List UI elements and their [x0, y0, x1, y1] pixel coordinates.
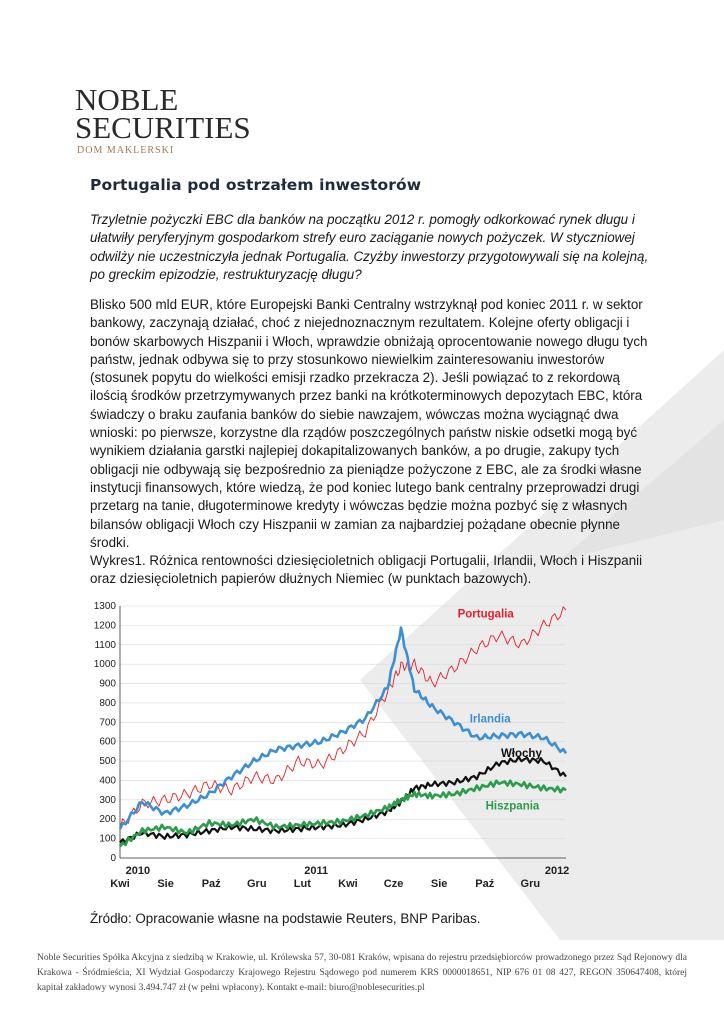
series-label-2: Włochy: [500, 748, 542, 761]
y-tick-label: 700: [99, 717, 116, 729]
logo-line-1: NOBLE: [75, 82, 179, 117]
logo-line-2: SECURITIES: [75, 110, 251, 145]
x-tick-label: Gru: [246, 878, 267, 890]
y-tick-label: 300: [99, 794, 116, 806]
page-footer: Noble Securities Spółka Akcyjna z siedzibą w Krakowie, ul. Królewska 57, 30-081 Kraków, wpisana do rejestru przedsiębiorców prowadzonego przez Sąd Rejonowy dla Krakowa - Śródmieścia, XI Wydział Gospodarczy Krajowego Rejestru Sądowego pod numerem KRS 0000018651, NIP 676 01 08 427, REGON 350647408, której kapitał zakładowy wynosi 3.494.747 zł (w pełni wpłacony). Kontakt e-mail: biuro@noblesecurities.pl: [37, 953, 687, 993]
x-tick-label: Kwi: [110, 878, 130, 890]
spread-chart: [84, 596, 584, 896]
y-tick-label: 1300: [93, 601, 116, 612]
series-line-1: [120, 628, 566, 829]
y-tick-label: 1200: [93, 620, 116, 632]
y-tick-label: 900: [99, 678, 116, 690]
y-tick-label: 500: [99, 756, 116, 768]
x-tick-label: Gru: [520, 878, 541, 890]
y-tick-label: 200: [99, 814, 116, 826]
series-label-1: Irlandia: [469, 713, 511, 726]
x-tick-label: Sie: [430, 878, 448, 890]
y-tick-label: 1100: [94, 639, 116, 651]
y-tick-label: 1000: [93, 659, 116, 671]
x-tick-label: Paź: [201, 878, 221, 890]
year-label: 2011: [304, 865, 329, 877]
series-label-0: Portugalia: [457, 608, 514, 621]
x-tick-label: Sie: [157, 878, 174, 890]
year-label: 2012: [544, 865, 570, 877]
company-logo: [75, 82, 251, 156]
x-tick-label: Cze: [383, 878, 404, 890]
article-body: Blisko 500 mld EUR, które Europejski Banki Centralny wstrzyknął pod koniec 2011 r. w sektor bankowy, zaczynają działać, choć z niejednoznacznym rezultatem. Kolejne oferty obligacji i bonów skarbowych Hiszpanii i Włoch, wprawdzie obniżają oprocentowanie nowego długu tych państw, jednak odbywa się to przy stosunkowo niewielkim zainteresowaniu inwestorów (stosunek popytu do wielkości emisji rzadko przekracza 2). Jeśli powiązać to z rekordową ilością środków przetrzymywanych przez banki na krótkoterminowych depozytach EBC, która świadczy o braku zaufania banków do siebie nawzajem, wówczas można wyciągnąć dwa wnioski: po pierwsze, korzystne dla rządów poszczególnych państw niskie odsetki mogą być wynikiem działania garstki najlepiej dokapitalizowanych banków, a po drugie, zakupy tych obligacji nie odbywają się bezpośrednio za pieniądze pożyczone z EBC, ale za środki własne instytucji finansowych, które wiedzą, że pod koniec lutego bank centralny przeprowadzi drugi przetarg na tanie, długoterminowe kredyty i wówczas będzie można pozbyć się z własnych bilansów obligacji Włoch czy Hiszpanii w zamian za najbardziej pożądane obecnie płynne środki.: [90, 297, 648, 550]
chart-caption: Wykres1. Różnica rentowności dziesięcioletnich obligacji Portugalii, Irlandii, Włoch i Hiszpanii oraz dziesięcioletnich papierów dłużnych Niemiec (w punktach bazowych).: [90, 553, 643, 587]
series-label-3: Hiszpania: [485, 800, 540, 813]
y-tick-label: 0: [110, 853, 116, 864]
y-tick-label: 800: [99, 697, 116, 709]
x-tick-label: Paź: [475, 878, 495, 890]
y-tick-label: 100: [99, 833, 116, 845]
y-tick-label: 400: [99, 775, 116, 787]
x-tick-label: Lut: [293, 878, 311, 890]
y-tick-label: 600: [99, 736, 116, 748]
article-title: Portugalia pod ostrzałem inwestorów: [90, 176, 422, 194]
year-label: 2010: [125, 865, 151, 877]
logo-line-3: DOM MAKLERSKI: [77, 145, 175, 156]
article-lead: Trzyletnie pożyczki EBC dla banków na początku 2012 r. pomogły odkorkować rynek długu i ułatwiły peryferyjnym gospodarkom strefy euro zaciąganie nowych pożyczek. W styczniowej odwilży nie uczestniczyła jednak Portugalia. Czyżby inwestorzy przygotowywali się na kolejną, po greckim epizodzie, restrukturyzację długu?: [90, 212, 649, 282]
x-tick-label: Kwi: [338, 878, 358, 890]
chart-source: Źródło: Opracowanie własne na podstawie Reuters, BNP Paribas.: [90, 911, 481, 926]
